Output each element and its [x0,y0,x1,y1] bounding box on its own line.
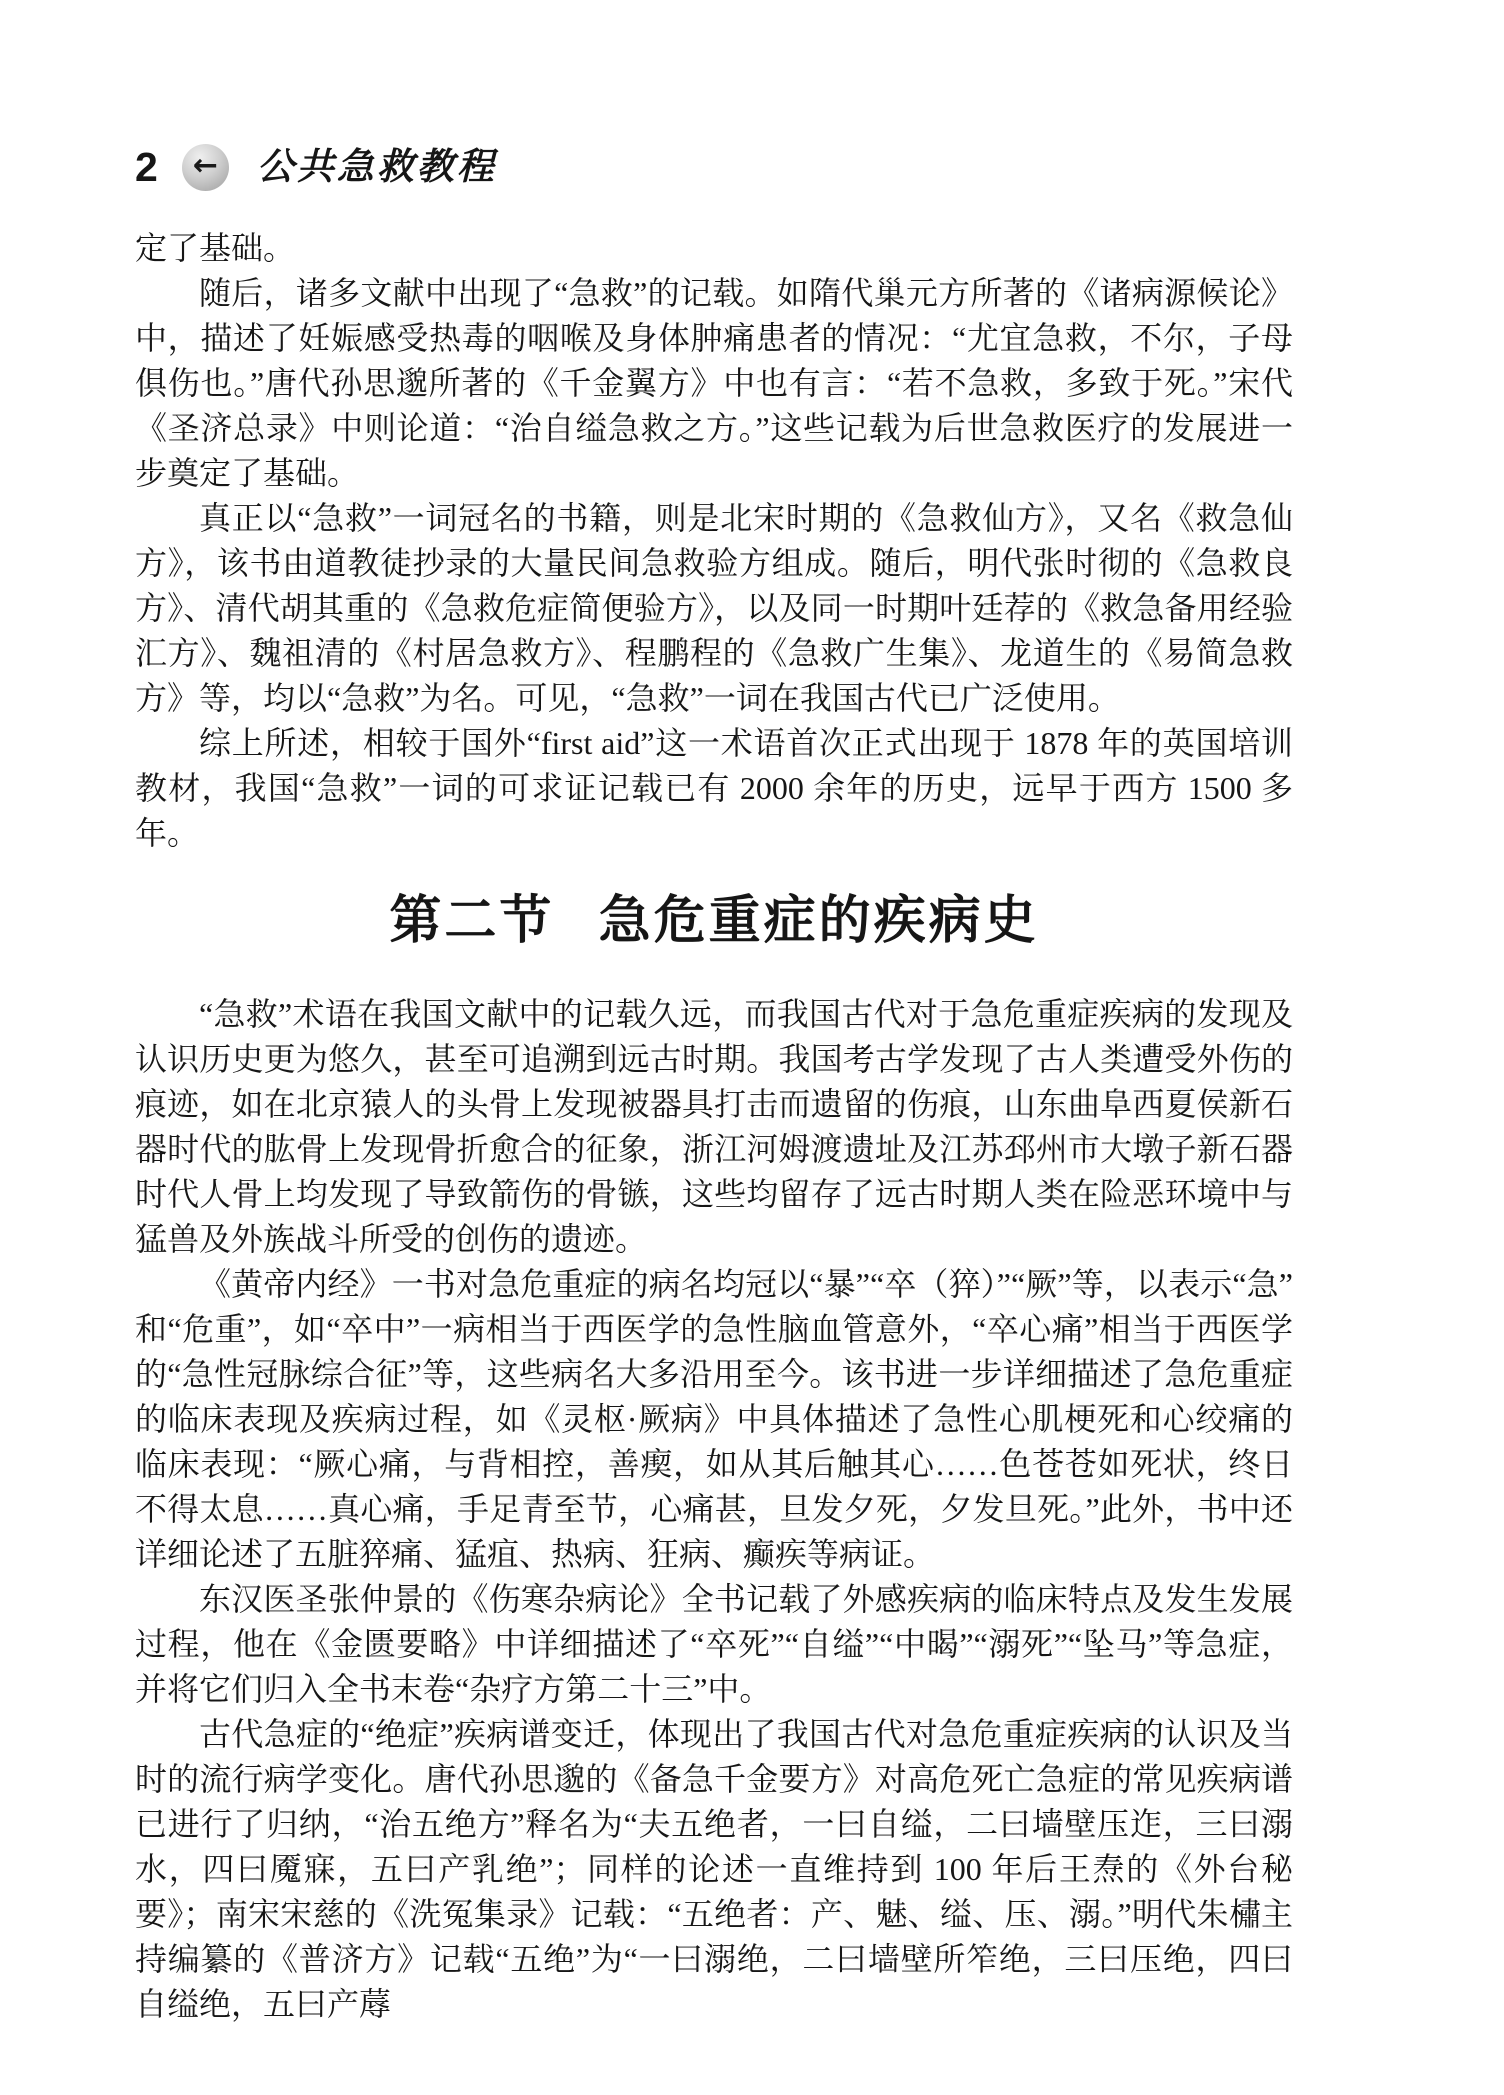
section-heading-label: 第二节 [389,893,555,950]
paragraph: 综上所述，相较于国外“first aid”这一术语首次正式出现于 1878 年的英国培训教材，我国“急救”一词的可求证记载已有 2000 余年的历史，远早于西方 1500 多年。 [135,725,1293,851]
paragraph: 《黄帝内经》一书对急危重症的病名均冠以“暴”“卒（猝）”“厥”等，以表示“急”和“危重”，如“卒中”一病相当于西医学的急性脑血管意外，“卒心痛”相当于西医学的“急性冠脉综合征”等，这些病名大多沿用至今。该书进一步详细描述了急危重症的临床表现及疾病过程，如《灵枢·厥病》中具体描述了急性心肌梗死和心绞痛的临床表现：“厥心痛，与背相控，善瘈，如从其后触其心……色苍苍如死状，终日不得太息……真心痛，手足青至节，心痛甚，旦发夕死，夕发旦死。”此外，书中还详细论述了五脏猝痛、猛疽、热病、狂病、癫疾等病证。 [135,1266,1293,1572]
paragraph: 古代急症的“绝症”疾病谱变迁，体现出了我国古代对急危重症疾病的认识及当时的流行病学变化。唐代孙思邈的《备急千金要方》对高危死亡急症的常见疾病谱已进行了归纳，“治五绝方”释名为“夫五绝者，一曰自缢，二曰墙壁压迮，三曰溺水，四曰魇寐，五曰产乳绝”；同样的论述一直维持到 100 年后王焘的《外台秘要》；南宋宋慈的《洗冤集录》记载：“五绝者：产、魅、缢、压、溺。”明代朱橚主持编纂的《普济方》记载“五绝”为“一曰溺绝，二曰墙壁所笮绝，三曰压绝，四曰自缢绝，五曰产蓐 [135,1716,1293,2022]
book-title: 公共急救教程 [256,147,497,188]
paragraph: “急救”术语在我国文献中的记载久远，而我国古代对于急危重症疾病的发现及认识历史更为悠久，甚至可追溯到远古时期。我国考古学发现了古人类遭受外伤的痕迹，如在北京猿人的头骨上发现被器具打击而遗留的伤痕，山东曲阜西夏侯新石器时代的肱骨上发现骨折愈合的征象，浙江河姆渡遗址及江苏邳州市大墩子新石器时代人骨上均发现了导致箭伤的骨镞，这些均留存了远古时期人类在险恶环境中与猛兽及外族战斗所受的创伤的遗迹。 [135,996,1293,1257]
paragraph: 随后，诸多文献中出现了“急救”的记载。如隋代巢元方所著的《诸病源候论》中，描述了妊娠感受热毒的咽喉及身体肿痛患者的情况：“尤宜急救，不尔，子母俱伤也。”唐代孙思邈所著的《千金翼方》中也有言：“若不急救，多致于死。”宋代《圣济总录》中则论道：“治自缢急救之方。”这些记载为后世急救医疗的发展进一步奠定了基础。 [135,275,1293,491]
back-arrow-icon [182,144,229,191]
left-arrow-glyph: ← [192,147,218,183]
page-number: 2 [135,144,158,190]
paragraph: 真正以“急救”一词冠名的书籍，则是北宋时期的《急救仙方》，又名《救急仙方》，该书由道教徒抄录的大量民间急救验方组成。随后，明代张时彻的《急救良方》、清代胡其重的《急救危症简便验方》，以及同一时期叶廷荐的《救急备用经验汇方》、魏祖清的《村居急救方》、程鹏程的《急救广生集》、龙道生的《易简急救方》等，均以“急救”为名。可见，“急救”一词在我国古代已广泛使用。 [135,500,1293,716]
section-heading-title: 急危重症的疾病史 [598,893,1039,950]
page-body [135,226,1293,2027]
paragraph-continuation: 定了基础。 [135,230,296,266]
section-heading [135,892,1293,952]
running-header [135,144,497,191]
paragraph: 东汉医圣张仲景的《伤寒杂病论》全书记载了外感疾病的临床特点及发生发展过程，他在《金匮要略》中详细描述了“卒死”“自缢”“中暍”“溺死”“坠马”等急症，并将它们归入全书末卷“杂疗方第二十三”中。 [135,1581,1293,1707]
